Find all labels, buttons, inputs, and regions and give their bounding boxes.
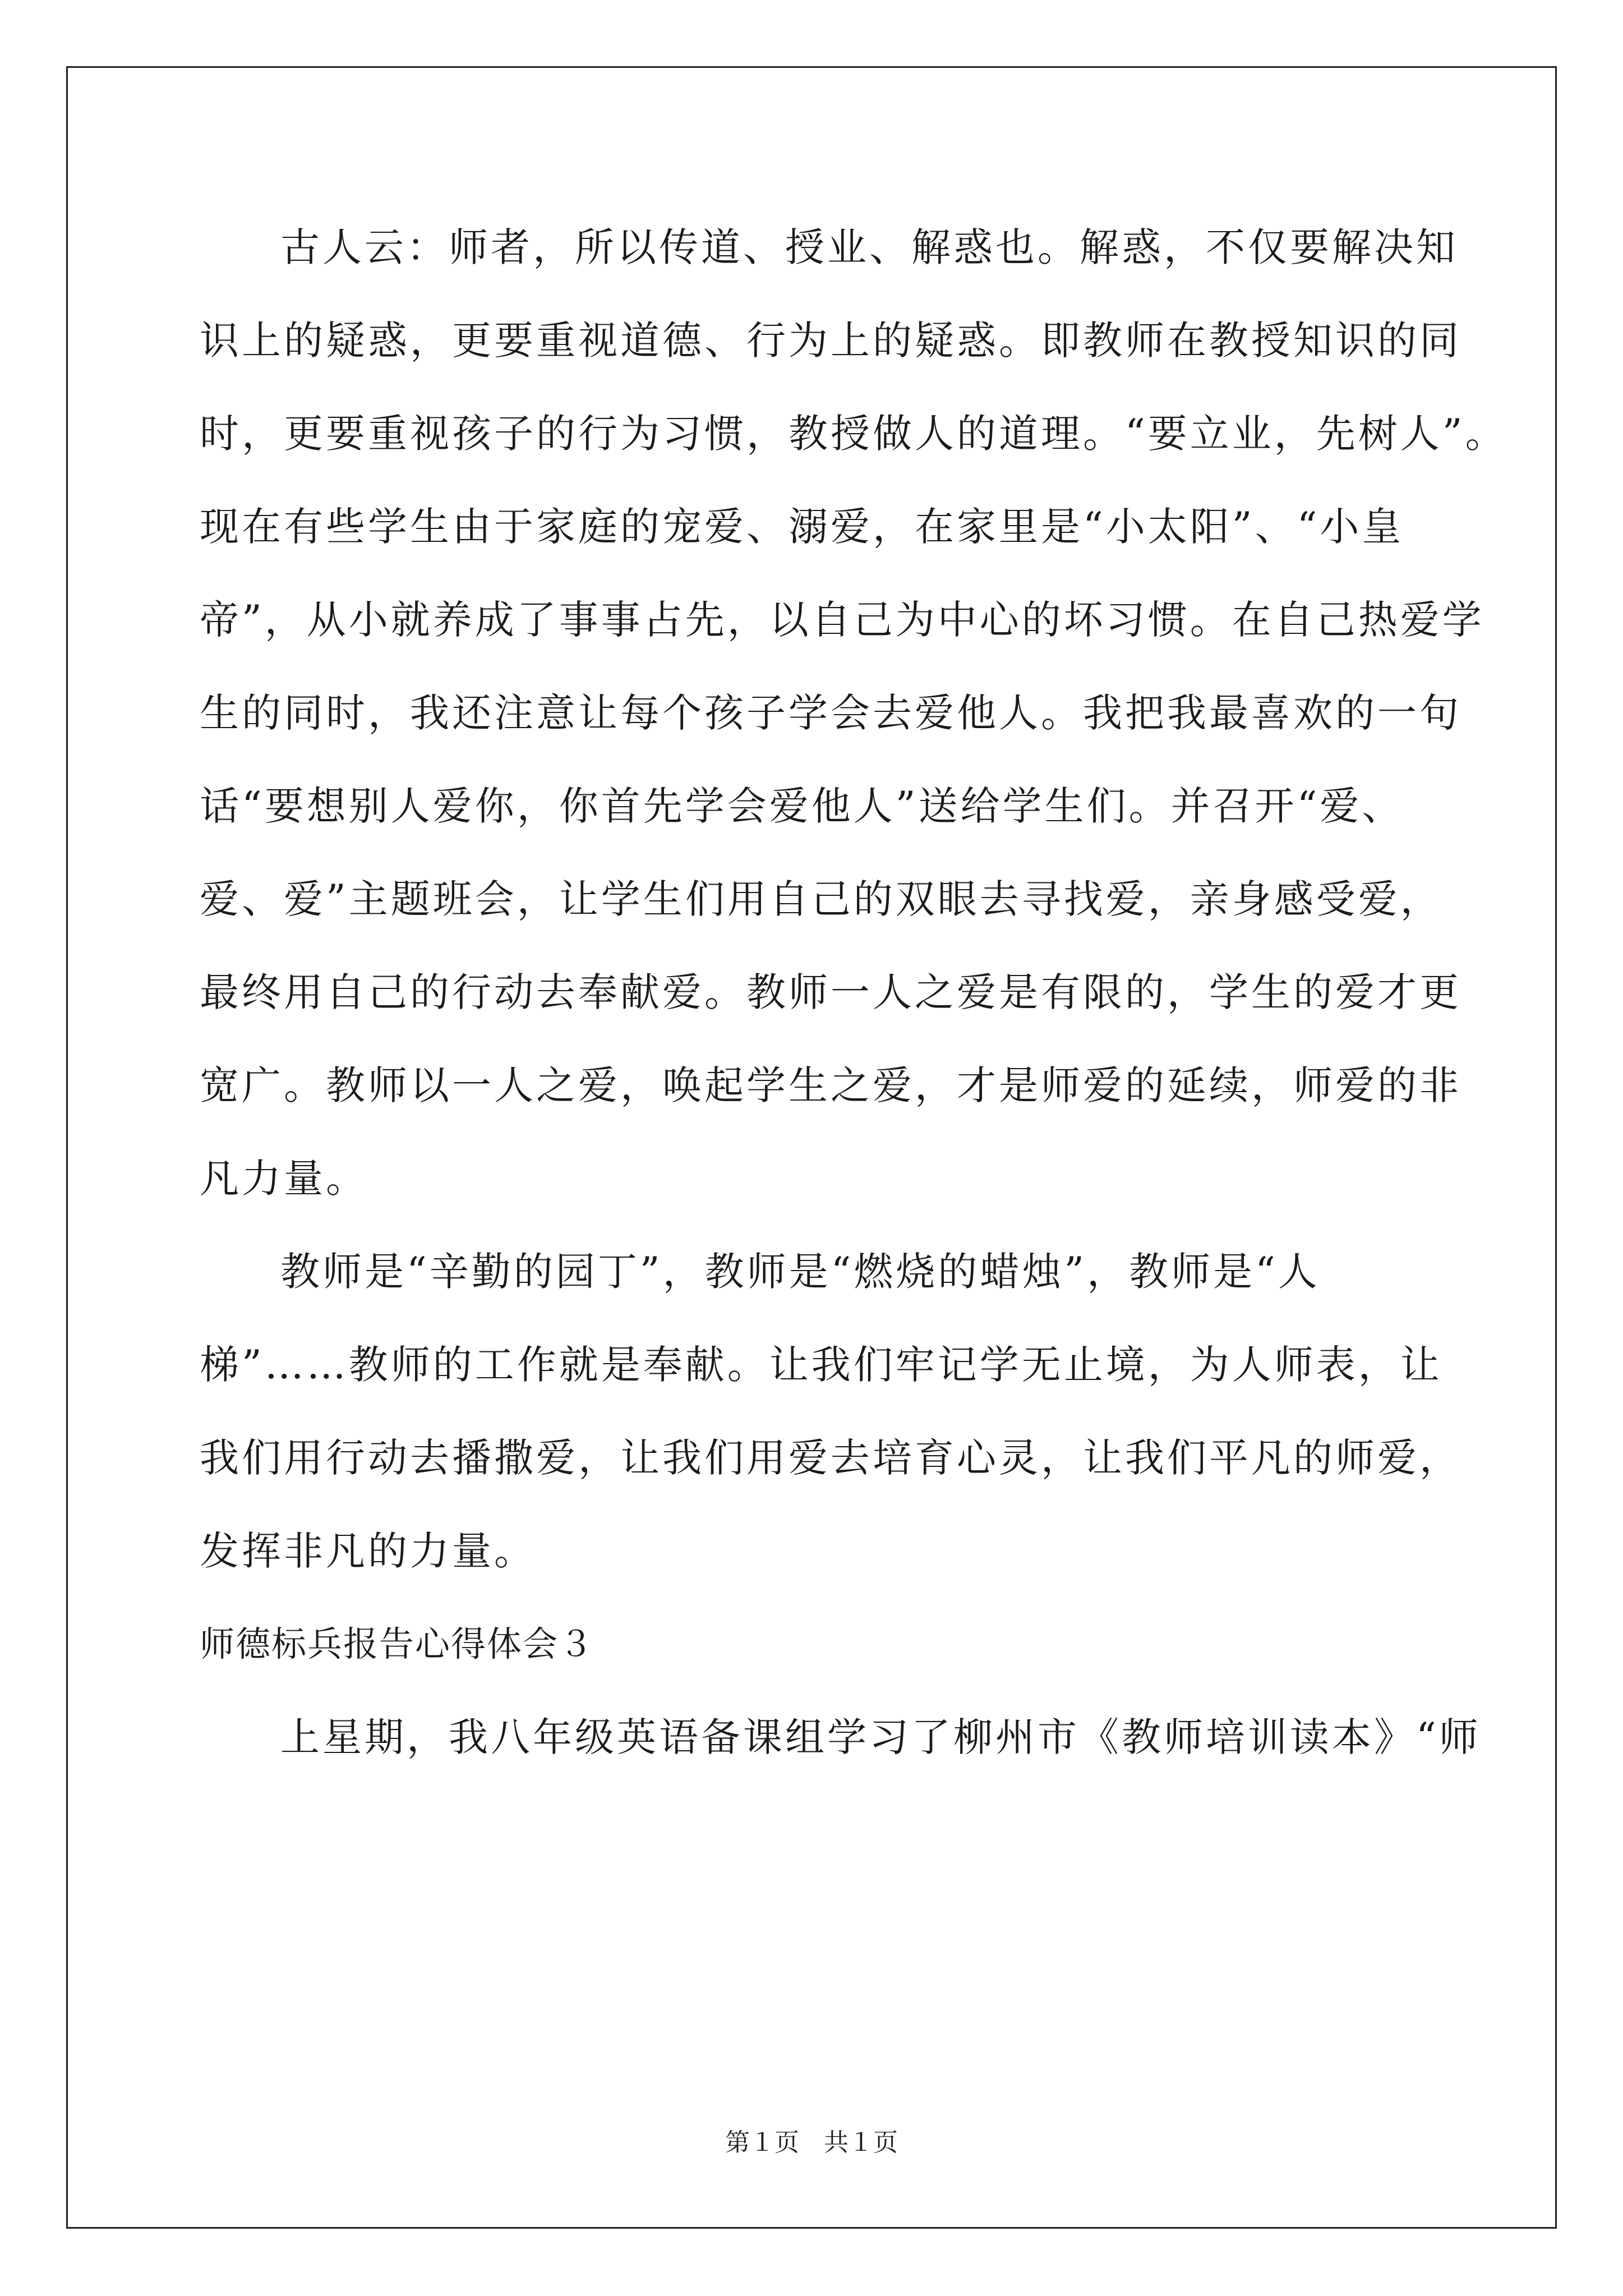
- paragraph-1-line-11: 凡力量。: [200, 1156, 368, 1202]
- paragraph-1-line-2: 识上的疑惑，更要重视道德、行为上的疑惑。即教师在教授知识的同: [200, 318, 1461, 364]
- page-border: [66, 66, 1557, 2229]
- paragraph-2-line-2: 梯”……教师的工作就是奉献。让我们牢记学无止境，为人师表，让: [200, 1342, 1442, 1388]
- paragraph-3-line-1: 上星期，我八年级英语备课组学习了柳州市《教师培训读本》“师: [280, 1714, 1481, 1760]
- paragraph-1-line-8: 爱、爱”主题班会，让学生们用自己的双眼去寻找爱，亲身感受爱，: [200, 876, 1442, 922]
- paragraph-1-line-10: 宽广。教师以一人之爱，唤起学生之爱，才是师爱的延续，师爱的非: [200, 1062, 1461, 1108]
- paragraph-1-line-5: 帝”，从小就养成了事事占先，以自己为中心的坏习惯。在自己热爱学: [200, 597, 1484, 643]
- paragraph-2-line-4: 发挥非凡的力量。: [200, 1528, 536, 1574]
- section-heading: 师德标兵报告心得体会３: [200, 1623, 595, 1664]
- paragraph-1-line-9: 最终用自己的行动去奉献爱。教师一人之爱是有限的，学生的爱才更: [200, 969, 1461, 1015]
- page-number-footer: 第１页 共１页: [725, 2128, 898, 2157]
- paragraph-1-line-7: 话“要想别人爱你，你首先学会爱他人”送给学生们。并召开“爱、: [200, 783, 1404, 829]
- paragraph-1-line-3: 时，更要重视孩子的行为习惯，教授做人的道理。“要立业，先树人”。: [200, 411, 1507, 457]
- paragraph-2-line-1: 教师是“辛勤的园丁”，教师是“燃烧的蜡烛”，教师是“人: [280, 1249, 1320, 1295]
- paragraph-1-line-6: 生的同时，我还注意让每个孩子学会去爱他人。我把我最喜欢的一句: [200, 690, 1461, 736]
- paragraph-2-line-3: 我们用行动去播撒爱，让我们用爱去培育心灵，让我们平凡的师爱，: [200, 1435, 1461, 1481]
- paragraph-1-line-4: 现在有些学生由于家庭的宠爱、溺爱，在家里是“小太阳”、“小皇: [200, 504, 1404, 550]
- paragraph-1-line-1: 古人云：师者，所以传道、授业、解惑也。解惑，不仅要解决知: [280, 224, 1458, 270]
